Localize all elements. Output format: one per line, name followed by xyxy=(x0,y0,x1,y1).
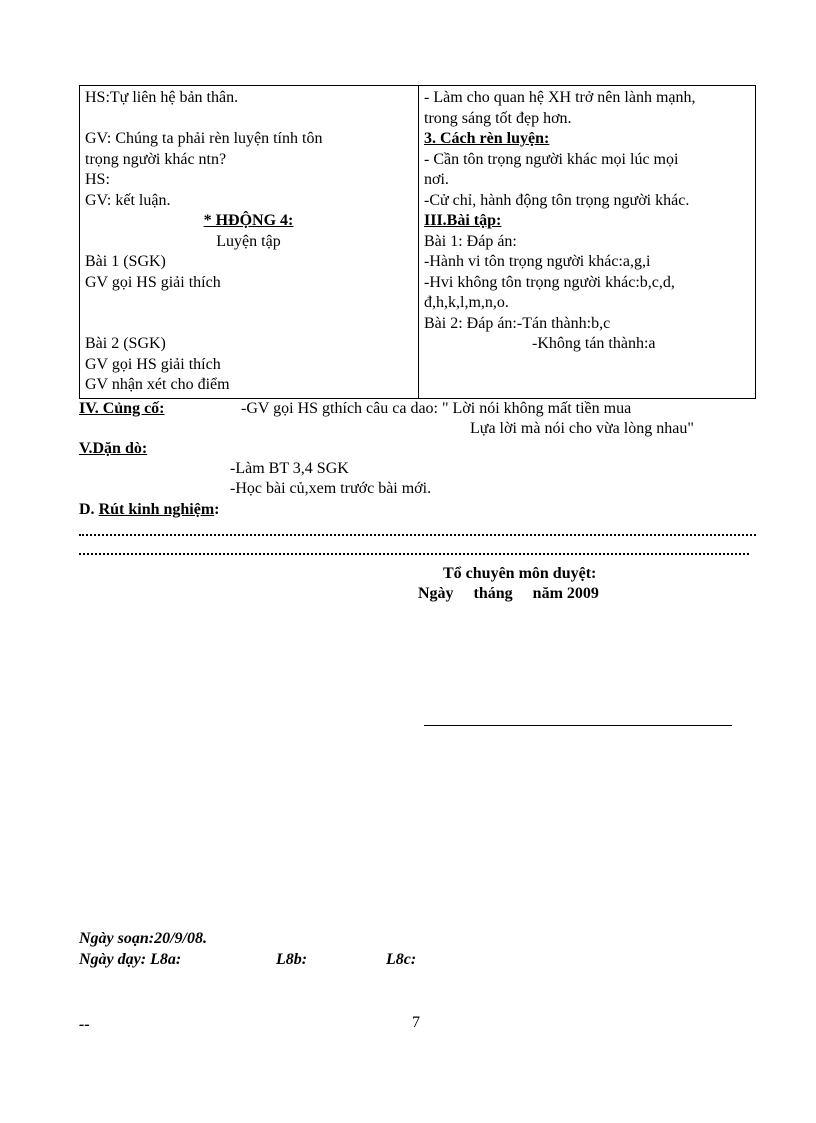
ngay-day: Ngày dạy: L8a: xyxy=(79,951,182,968)
dotted-line-1 xyxy=(79,532,756,536)
rutkinh-prefix: D. xyxy=(79,501,95,518)
cungco-heading: IV. Củng cố: xyxy=(79,400,165,417)
dando-item-2: -Học bài củ,xem trước bài mới. xyxy=(230,480,432,497)
activity-heading-line xyxy=(85,211,412,232)
section-heading: 3. Cách rèn luyện: xyxy=(424,130,550,147)
dando-heading: V.Dặn dò: xyxy=(79,440,148,457)
left-line: HS:Tự liên hệ bản thân. xyxy=(85,89,239,106)
approval-title: Tổ chuyên môn duyệt: xyxy=(443,565,597,582)
left-line xyxy=(85,109,412,130)
rutkinh-title: Rút kinh nghiệm xyxy=(98,501,215,518)
right-line: đ,h,k,l,m,n,o. xyxy=(424,294,509,311)
right-line: nơi. xyxy=(424,171,449,188)
approval-date: Ngày tháng năm 2009 xyxy=(418,585,599,602)
class-l8c: L8c: xyxy=(386,951,417,968)
section-heading-line xyxy=(424,211,749,232)
section-heading: III.Bài tập: xyxy=(424,212,502,229)
right-line: Bài 2: Đáp án:-Tán thành:b,c xyxy=(424,314,611,332)
section-heading-line xyxy=(424,129,749,150)
left-line: GV nhận xét cho điểm xyxy=(85,376,230,393)
rutkinh-heading xyxy=(79,500,219,520)
activity-subtitle: Luyện tập xyxy=(216,232,281,250)
left-line: HS: xyxy=(85,171,110,188)
left-line: GV gọi HS giải thích xyxy=(85,273,221,291)
content-cell xyxy=(419,86,756,399)
dotted-line-2 xyxy=(79,551,749,555)
right-line: - Cần tôn trọng người khác mọi lúc mọi xyxy=(424,150,679,168)
cungco-text-2: Lựa lời mà nói cho vừa lòng nhau" xyxy=(470,420,694,437)
right-line: Bài 1: Đáp án: xyxy=(424,232,517,250)
right-line: -Hành vi tôn trọng người khác:a,g,i xyxy=(424,253,651,270)
signature-line xyxy=(424,725,732,726)
right-line: -Cử chỉ, hành động tôn trọng người khác. xyxy=(424,191,690,209)
left-line: GV gọi HS giải thích xyxy=(85,355,221,373)
right-line: trong sáng tốt đẹp hơn. xyxy=(424,109,572,127)
right-line: -Hvi không tôn trọng người khác:b,c,d, xyxy=(424,273,675,291)
left-line: Bài 2 (SGK) xyxy=(85,335,166,352)
dando-item-1: -Làm BT 3,4 SGK xyxy=(230,460,349,477)
left-line: GV: Chúng ta phải rèn luyện tính tôn xyxy=(85,130,323,147)
right-line: - Làm cho quan hệ XH trở nên lành mạnh, xyxy=(424,89,696,106)
activity-heading: * HĐỘNG 4: xyxy=(203,212,294,229)
page-number: 7 xyxy=(412,1014,420,1031)
left-line: GV: kết luận. xyxy=(85,191,171,209)
class-l8b: L8b: xyxy=(276,951,308,968)
left-line xyxy=(85,293,412,314)
footer-dash: -- xyxy=(79,1016,90,1033)
ngay-soan: Ngày soạn:20/9/08. xyxy=(79,930,207,947)
rutkinh-colon: : xyxy=(214,501,220,518)
left-line xyxy=(85,314,412,335)
left-line: Bài 1 (SGK) xyxy=(85,253,166,270)
cungco-text-1: -GV gọi HS gthích câu ca dao: " Lời nói không mất tiền mua xyxy=(241,400,632,417)
left-line: trọng người khác ntn? xyxy=(85,150,227,168)
teacher-activity-cell xyxy=(80,86,419,399)
lesson-table xyxy=(79,85,756,399)
right-line: -Không tán thành:a xyxy=(532,335,656,352)
